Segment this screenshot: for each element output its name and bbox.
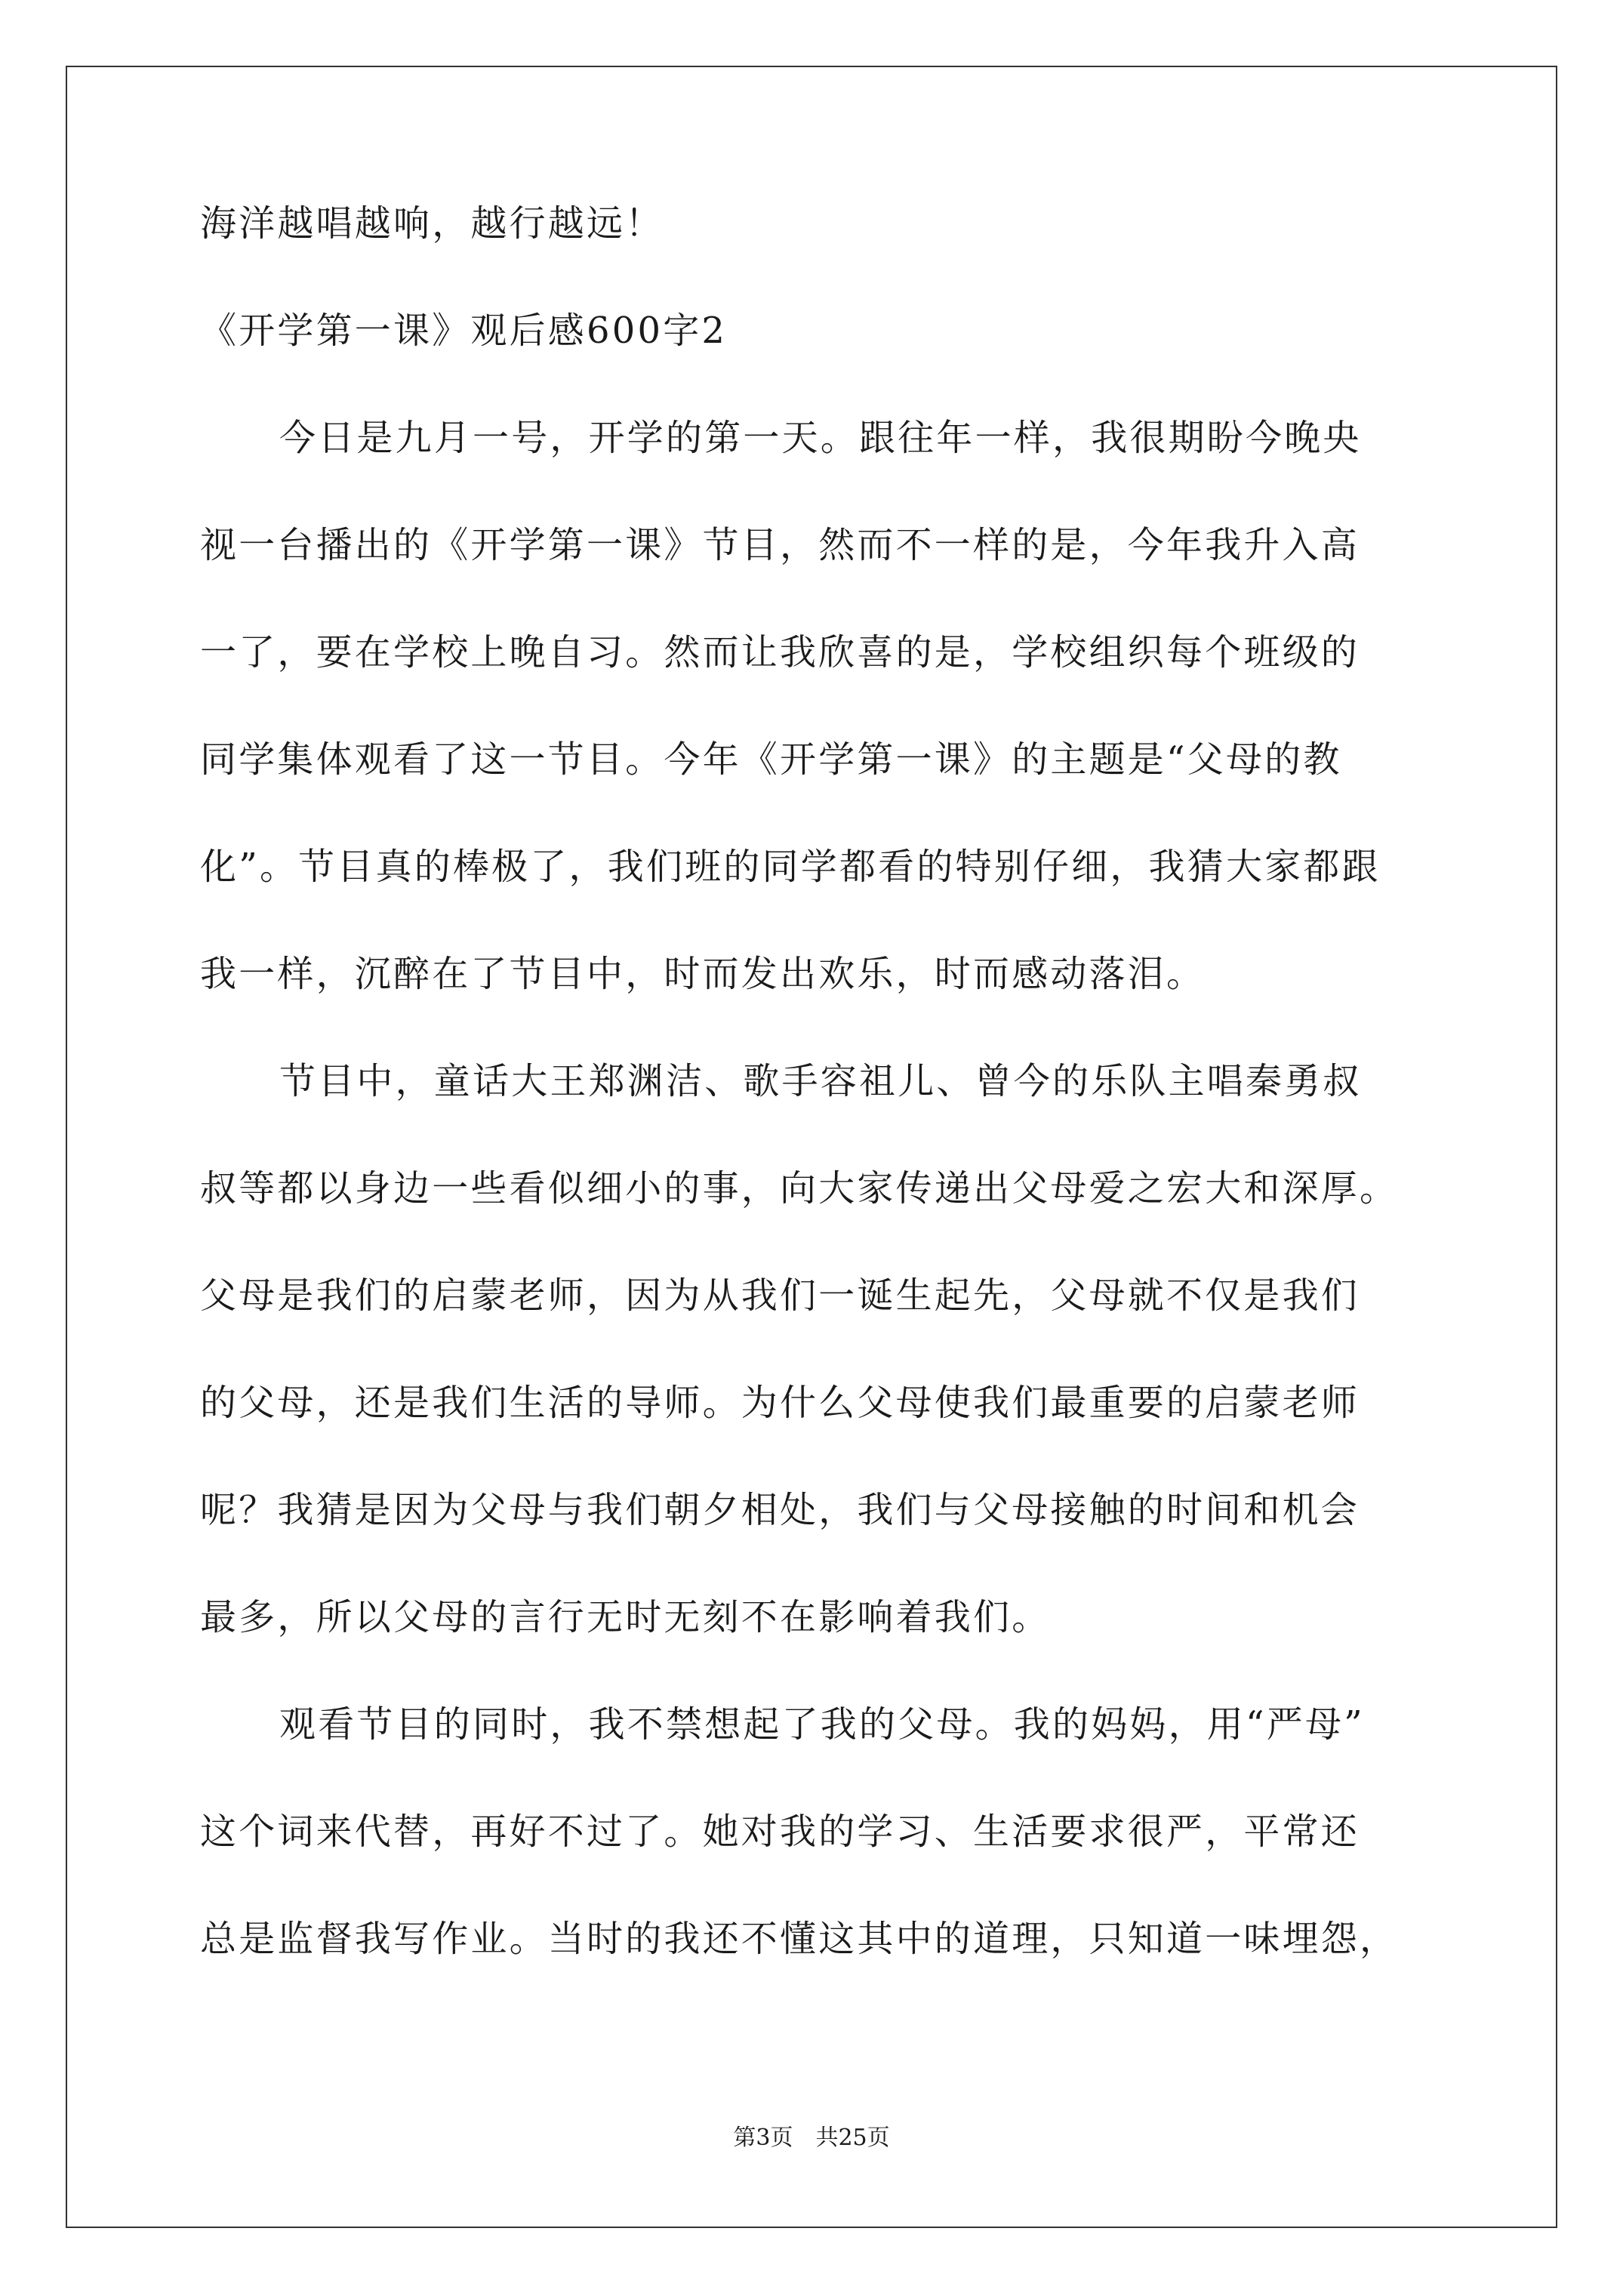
text-line-13: 呢？我猜是因为父母与我们朝夕相处，我们与父母接触的时间和机会 (200, 1489, 1360, 1531)
document-body (200, 204, 1438, 2026)
text-line-8: 我一样，沉醉在了节目中，时而发出欢乐，时而感动落泪。 (200, 953, 1206, 995)
text-line-17: 总是监督我写作业。当时的我还不懂这其中的道理，只知道一味埋怨， (200, 1918, 1399, 1960)
section-heading: 《开学第一课》观后感600字2 (200, 310, 728, 352)
text-line-6: 同学集体观看了这一节目。今年《开学第一课》的主题是“父母的教 (200, 738, 1342, 781)
text-line-16: 这个词来代替，再好不过了。她对我的学习、生活要求很严，平常还 (200, 1811, 1360, 1853)
text-line-10: 叔等都以身边一些看似细小的事，向大家传递出父母爱之宏大和深厚。 (200, 1167, 1399, 1210)
text-line-3: 今日是九月一号，开学的第一天。跟往年一样，我很期盼今晚央 (279, 417, 1362, 459)
text-line-11: 父母是我们的启蒙老师，因为从我们一诞生起先，父母就不仅是我们 (200, 1274, 1360, 1317)
text-line-14: 最多，所以父母的言行无时无刻不在影响着我们。 (200, 1596, 1051, 1638)
text-line-4: 视一台播出的《开学第一课》节目，然而不一样的是，今年我升入高 (200, 524, 1360, 566)
text-line-7: 化”。节目真的棒极了，我们班的同学都看的特别仔细，我猜大家都跟 (200, 846, 1381, 888)
text-line-5: 一了，要在学校上晚自习。然而让我欣喜的是，学校组织每个班级的 (200, 631, 1360, 673)
text-line-9: 节目中，童话大王郑渊洁、歌手容祖儿、曾今的乐队主唱秦勇叔 (279, 1060, 1362, 1102)
page-number-footer: 第3页 共25页 (733, 2125, 890, 2151)
text-line-1: 海洋越唱越响，越行越远！ (200, 202, 664, 245)
text-line-12: 的父母，还是我们生活的导师。为什么父母使我们最重要的启蒙老师 (200, 1382, 1360, 1424)
text-line-15: 观看节目的同时，我不禁想起了我的父母。我的妈妈，用“严母” (279, 1703, 1365, 1746)
